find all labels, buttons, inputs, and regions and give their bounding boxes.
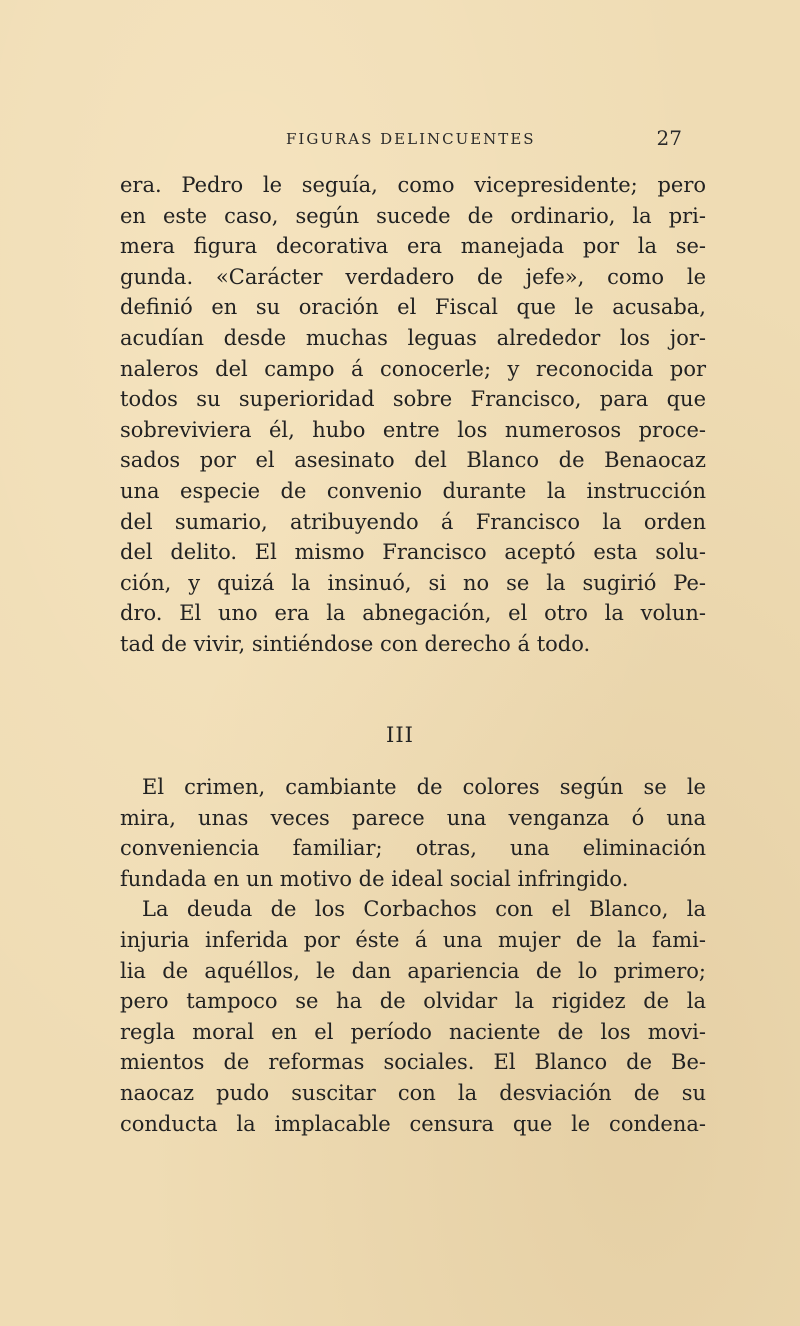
text-line: mera figura decorativa era manejada por la se- bbox=[120, 234, 706, 259]
running-head bbox=[120, 126, 682, 154]
text-line: acudían desde muchas leguas alrededor los jor- bbox=[120, 325, 706, 350]
text-line: era. Pedro le seguía, como vicepresidente; pero bbox=[120, 173, 706, 197]
running-title: FIGURAS DELINCUENTES bbox=[286, 130, 536, 148]
text-line: en este caso, según sucede de ordinario, la pri- bbox=[120, 203, 706, 228]
text-line: del delito. El mismo Francisco aceptó esta solu- bbox=[120, 540, 706, 565]
text-line: dro. El uno era la abnegación, el otro la volun- bbox=[120, 601, 706, 626]
text-line: todos su superioridad sobre Francisco, para que bbox=[120, 387, 706, 412]
text-line: una especie de convenio durante la instrucción bbox=[120, 478, 706, 503]
page-number: 27 bbox=[656, 126, 682, 150]
text-line: lia de aquéllos, le dan apariencia de lo primero; bbox=[120, 958, 706, 983]
text-line: regla moral en el período naciente de los movi- bbox=[120, 1019, 706, 1044]
text-line: mientos de reformas sociales. El Blanco de Be- bbox=[120, 1050, 706, 1075]
text-line: tad de vivir, sintiéndose con derecho á todo. bbox=[120, 631, 591, 656]
text-line: gunda. «Carácter verdadero de jefe», como le bbox=[120, 264, 706, 289]
text-line: fundada en un motivo de ideal social infringido. bbox=[120, 866, 629, 891]
text-line: injuria inferida por éste á una mujer de la fami- bbox=[120, 927, 706, 952]
paragraph-2 bbox=[120, 772, 706, 1139]
text-line: pero tampoco se ha de olvidar la rigidez de la bbox=[120, 989, 706, 1014]
text-line: sobreviviera él, hubo entre los numerosos proce- bbox=[120, 417, 706, 442]
text-line: naleros del campo á conocerle; y reconocida por bbox=[120, 356, 706, 381]
text-line: naocaz pudo suscitar con la desviación de su bbox=[120, 1080, 706, 1105]
text-line: del sumario, atribuyendo á Francisco la orden bbox=[120, 509, 706, 534]
text-line: sados por el asesinato del Blanco de Benaocaz bbox=[120, 448, 706, 473]
text-line: La deuda de los Corbachos con el Blanco, la bbox=[142, 897, 706, 922]
text-line: conveniencia familiar; otras, una eliminación bbox=[120, 836, 706, 861]
text-line: ción, y quizá la insinuó, si no se la sugirió Pe- bbox=[120, 570, 706, 595]
text-line: El crimen, cambiante de colores según se le bbox=[142, 775, 706, 799]
section-heading: III bbox=[386, 723, 414, 747]
text-line: mira, unas veces parece una venganza ó una bbox=[120, 805, 706, 830]
text-line: conducta la implacable censura que le condena- bbox=[120, 1111, 706, 1136]
text-line: definió en su oración el Fiscal que le acusaba, bbox=[120, 295, 706, 320]
paragraph-1 bbox=[120, 170, 706, 660]
